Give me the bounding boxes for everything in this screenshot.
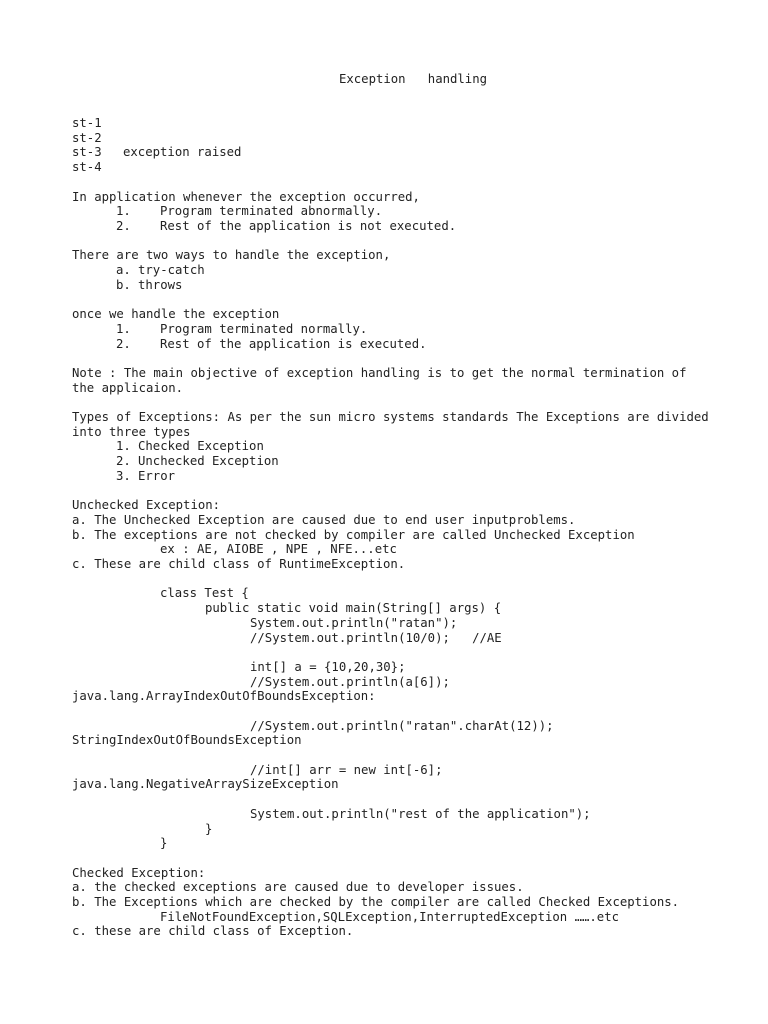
- spacer: [72, 484, 712, 499]
- list-item: 1. Checked Exception: [116, 439, 264, 454]
- statements-block: [72, 116, 712, 175]
- code-line: //System.out.println("ratan".charAt(12));: [250, 718, 554, 733]
- spacer: [72, 792, 712, 807]
- normal-termination-section: [72, 307, 712, 351]
- spacer: [72, 175, 712, 190]
- statement-line: st-4: [72, 160, 102, 175]
- unchecked-exception-section: [72, 498, 712, 572]
- code-line: }: [160, 836, 168, 851]
- list-item: 1. Program terminated abnormally.: [116, 204, 383, 219]
- page-title: Exception handling: [338, 72, 488, 86]
- code-line: }: [205, 821, 213, 836]
- list-item: b. throws: [116, 277, 183, 292]
- list-item: c. These are child class of RuntimeException.: [72, 557, 406, 571]
- code-line: System.out.println("ratan");: [250, 615, 458, 630]
- section-heading: Checked Exception:: [72, 865, 206, 880]
- spacer: [72, 645, 712, 660]
- section-intro: In application whenever the exception occurred,: [72, 189, 420, 204]
- code-line: //System.out.println(a[6]);: [250, 674, 450, 689]
- statement-line: st-2: [72, 130, 102, 145]
- exception-types-section: [72, 410, 712, 484]
- list-item: a. The Unchecked Exception are caused due to end user inputproblems.: [72, 512, 576, 527]
- list-item: 2. Rest of the application is executed.: [116, 336, 427, 351]
- code-example: [72, 586, 712, 851]
- section-intro: once we handle the exception: [72, 307, 280, 322]
- spacer: [72, 572, 712, 587]
- code-line: java.lang.ArrayIndexOutOfBoundsException:: [72, 689, 376, 704]
- list-item: c. these are child class of Exception.: [72, 924, 354, 939]
- spacer: [72, 851, 712, 866]
- section-heading: Unchecked Exception:: [72, 498, 221, 513]
- code-line: //int[] arr = new int[-6];: [250, 762, 443, 777]
- list-item: 2. Rest of the application is not executed.: [116, 218, 457, 233]
- spacer: [72, 704, 712, 719]
- handling-ways-section: [72, 248, 712, 292]
- document-body: [72, 116, 712, 939]
- code-line: StringIndexOutOfBoundsException: [72, 733, 302, 748]
- examples-line: FileNotFoundException,SQLException,InterruptedException …….etc: [160, 909, 620, 924]
- list-item: b. The Exceptions which are checked by the compiler are called Checked Exceptions.: [72, 895, 680, 910]
- code-line: int[] a = {10,20,30};: [250, 659, 406, 674]
- section-intro: Types of Exceptions: As per the sun micro systems standards The Exceptions are divided into three types: [72, 409, 709, 439]
- examples-line: ex : AE, AIOBE , NPE , NFE...etc: [160, 542, 397, 557]
- section-intro: There are two ways to handle the exception,: [72, 248, 391, 263]
- spacer: [72, 351, 712, 366]
- list-item: a. the checked exceptions are caused due to developer issues.: [72, 880, 524, 895]
- spacer: [72, 292, 712, 307]
- spacer: [72, 234, 712, 249]
- list-item: 2. Unchecked Exception: [116, 454, 279, 469]
- abnormal-termination-section: [72, 190, 712, 234]
- code-line: System.out.println("rest of the application");: [250, 806, 591, 821]
- checked-exception-section: [72, 866, 712, 940]
- code-line: java.lang.NegativeArraySizeException: [72, 777, 339, 792]
- code-line: //System.out.println(10/0); //AE: [250, 630, 502, 645]
- list-item: 1. Program terminated normally.: [116, 321, 368, 336]
- list-item: b. The exceptions are not checked by compiler are called Unchecked Exception: [72, 527, 635, 542]
- note-paragraph: Note : The main objective of exception handling is to get the normal termination of the applicaion.: [72, 365, 687, 395]
- list-item: a. try-catch: [116, 263, 205, 277]
- spacer: [72, 395, 712, 410]
- code-line: public static void main(String[] args) {: [205, 601, 502, 616]
- code-line: class Test {: [160, 586, 249, 601]
- statement-line: st-3 exception raised: [72, 145, 242, 160]
- list-item: 3. Error: [116, 468, 176, 483]
- spacer: [72, 748, 712, 763]
- statement-line: st-1: [72, 116, 102, 130]
